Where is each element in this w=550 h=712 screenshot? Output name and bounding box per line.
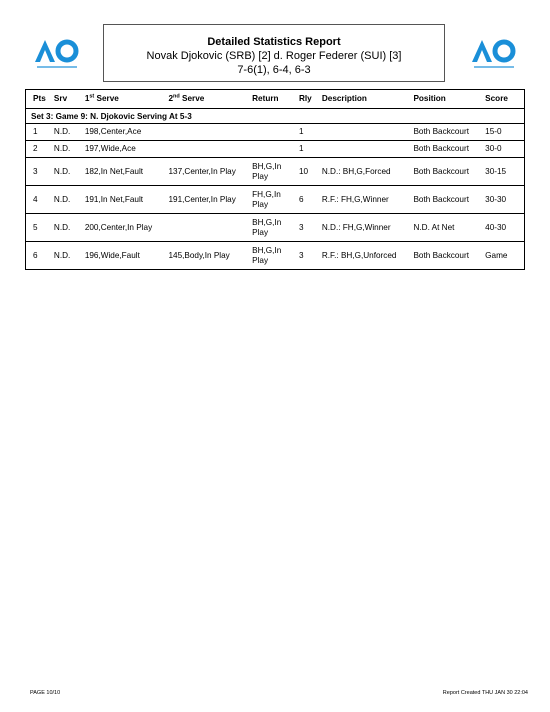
match-score: 7-6(1), 6-4, 6-3 <box>237 64 311 76</box>
cell-score: 30-30 <box>485 194 507 204</box>
cell-srv: N.D. <box>53 194 71 204</box>
cell-description: R.F.: BH,G,Unforced <box>321 250 397 260</box>
cell-first-serve: 197,Wide,Ace <box>84 144 136 153</box>
cell-score: 30-15 <box>485 166 507 176</box>
col-rly-header: Rly <box>298 94 312 103</box>
col-first-serve-header: 1st Serve <box>84 93 119 103</box>
table-row <box>26 185 524 213</box>
col-srv-header: Srv <box>53 94 68 103</box>
cell-pts: 1 <box>33 127 38 136</box>
game-section-row: Set 3: Game 9: N. Djokovic Serving At 5-3 <box>26 108 524 123</box>
table-row <box>26 241 524 269</box>
cell-first-serve: 196,Wide,Fault <box>84 250 140 260</box>
cell-pts: 5 <box>33 222 38 232</box>
cell-srv: N.D. <box>53 144 71 153</box>
cell-srv: N.D. <box>53 222 71 232</box>
cell-first-serve: 191,In Net,Fault <box>84 194 144 204</box>
col-score-header: Score <box>485 94 508 103</box>
col-description-header: Description <box>321 94 367 103</box>
match-description: Novak Djokovic (SRB) [2] d. Roger Federer (SUI) [3] <box>146 50 402 62</box>
cell-return: BH,G,In Play <box>252 245 282 265</box>
cell-position: Both Backcourt <box>413 166 469 176</box>
cell-second-serve: 137,Center,In Play <box>168 166 236 176</box>
cell-description: N.D.: FH,G,Winner <box>321 222 391 232</box>
cell-pts: 4 <box>33 194 38 204</box>
report-title: Detailed Statistics Report <box>207 36 341 48</box>
cell-rly: 6 <box>298 194 304 204</box>
page-number: PAGE 10/10 <box>30 690 61 696</box>
cell-description: N.D.: BH,G,Forced <box>321 166 391 176</box>
cell-score: 40-30 <box>485 222 507 232</box>
cell-rly: 1 <box>298 127 304 136</box>
australian-open-logo-right <box>470 38 518 70</box>
col-return-header: Return <box>252 94 279 103</box>
cell-return: BH,G,In Play <box>252 161 282 181</box>
cell-first-serve: 200,Center,In Play <box>84 222 153 232</box>
cell-rly: 3 <box>298 222 304 232</box>
report-created: Report Created THU JAN 30 22:04 <box>442 690 528 696</box>
cell-srv: N.D. <box>53 250 71 260</box>
cell-score: 30-0 <box>485 144 502 153</box>
table-row <box>26 157 524 185</box>
table-row <box>26 123 524 140</box>
cell-first-serve: 198,Center,Ace <box>84 127 142 136</box>
cell-position: Both Backcourt <box>413 127 469 136</box>
australian-open-logo-left <box>33 38 81 70</box>
col-pts-header: Pts <box>33 94 46 103</box>
cell-position: Both Backcourt <box>413 250 469 260</box>
col-second-serve-header: 2nd Serve <box>168 93 205 103</box>
cell-return: FH,G,In Play <box>252 189 281 209</box>
cell-srv: N.D. <box>53 166 71 176</box>
cell-second-serve: 145,Body,In Play <box>168 250 230 260</box>
cell-position: N.D. At Net <box>413 222 455 232</box>
table-header-row <box>26 90 524 108</box>
table-row <box>26 213 524 241</box>
cell-rly: 3 <box>298 250 304 260</box>
cell-srv: N.D. <box>53 127 71 136</box>
cell-pts: 6 <box>33 250 38 260</box>
col-position-header: Position <box>413 94 446 103</box>
statistics-table <box>25 89 525 270</box>
cell-rly: 10 <box>298 166 309 176</box>
cell-pts: 2 <box>33 144 38 153</box>
cell-position: Both Backcourt <box>413 144 469 153</box>
report-header <box>103 24 445 82</box>
cell-return: BH,G,In Play <box>252 217 282 237</box>
cell-first-serve: 182,In Net,Fault <box>84 166 144 176</box>
cell-description: R.F.: FH,G,Winner <box>321 194 389 204</box>
cell-rly: 1 <box>298 144 304 153</box>
cell-pts: 3 <box>33 166 38 176</box>
cell-second-serve: 191,Center,In Play <box>168 194 236 204</box>
cell-score: Game <box>485 250 508 260</box>
cell-score: 15-0 <box>485 127 502 136</box>
cell-position: Both Backcourt <box>413 194 469 204</box>
table-row <box>26 140 524 157</box>
